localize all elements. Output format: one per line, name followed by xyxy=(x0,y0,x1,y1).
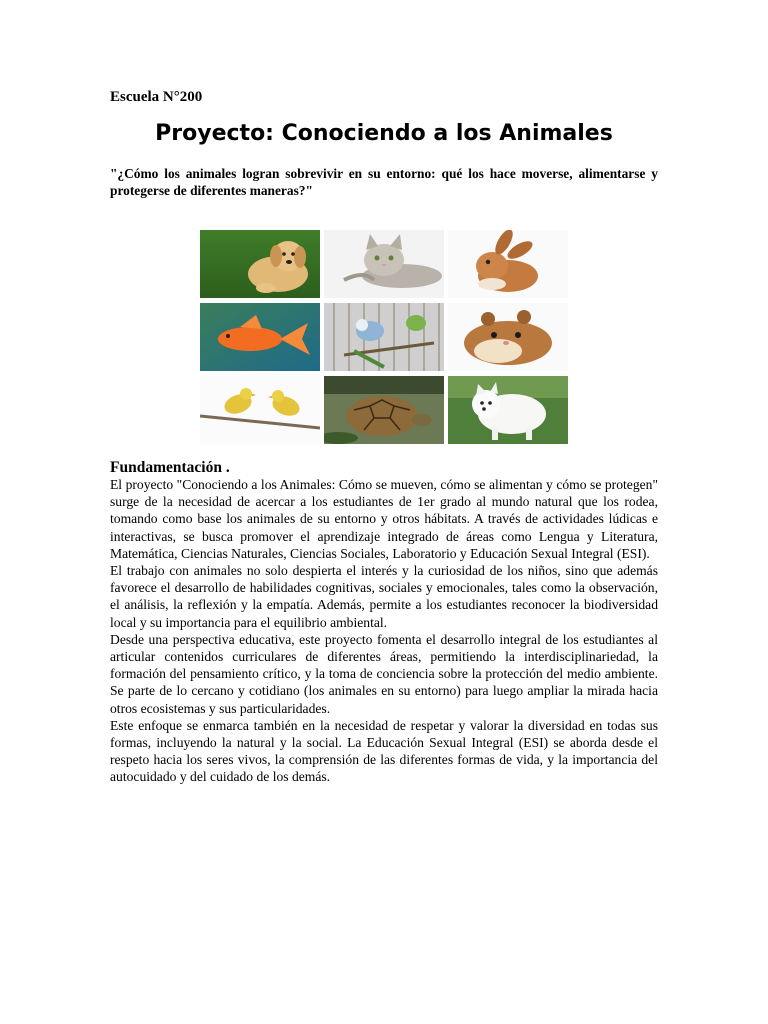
canaries-image xyxy=(200,376,320,444)
animal-collage xyxy=(198,228,574,446)
section-body xyxy=(110,476,658,786)
parakeets-image xyxy=(324,303,444,371)
white-dog-image xyxy=(448,376,568,444)
paragraph: Este enfoque se enmarca también en la necesidad de respetar y valorar la diversidad en todas sus formas, incluyendo la natural y la social. La Educación Sexual Integral (ESI) se aborda desde el respeto hacia los seres vivos, la comprensión de las diferentes formas de vida, y la importancia del autocuidado y del cuidado de los demás. xyxy=(110,717,658,785)
tortoise-image xyxy=(324,376,444,444)
school-name: Escuela N°200 xyxy=(110,89,203,105)
goldfish-image xyxy=(200,303,320,371)
puppy-image xyxy=(200,230,320,298)
rabbit-image xyxy=(448,230,568,298)
paragraph: El proyecto "Conociendo a los Animales: Cómo se mueven, cómo se alimentan y cómo se protegen" surge de la necesidad de acercar a los estudiantes de 1er grado al mundo natural que los rodea, tomando como base los animales de su entorno y otros hábitats. A través de actividades lúdicas e interactivas, se busca promover el aprendizaje integrado de áreas como Lengua y Literatura, Matemática, Ciencias Naturales, Ciencias Sociales, Laboratorio y Educación Sexual Integral (ESI). xyxy=(110,477,658,561)
paragraph: El trabajo con animales no solo despierta el interés y la curiosidad de los niños, sino que además favorece el desarrollo de habilidades cognitivas, sociales y emocionales, tales como la observación, el análisis, la reflexión y la empatía. Además, permite a los estudiantes reconocer la biodiversidad local y su importancia para el equilibrio ambiental. xyxy=(110,563,658,630)
page-title: Proyecto: Conociendo a los Animales xyxy=(155,121,613,146)
paragraph: Desde una perspectiva educativa, este proyecto fomenta el desarrollo integral de los estudiantes al articular contenidos curriculares de diferentes áreas, permitiendo la interdisciplinariedad, la formación del pensamiento crítico, y la toma de conciencia sobre la protección del medio ambiente. Se parte de lo cercano y cotidiano (los animales en su entorno) para luego ampliar la mirada hacia otros ecosistemas y sus particularidades. xyxy=(110,631,658,716)
cat-image xyxy=(324,230,444,298)
guiding-question: "¿Cómo los animales logran sobrevivir en su entorno: qué los hace moverse, alimentarse y protegerse de diferentes maneras?" xyxy=(110,166,658,198)
section-heading: Fundamentación . xyxy=(110,459,230,476)
hamster-image xyxy=(448,303,568,371)
